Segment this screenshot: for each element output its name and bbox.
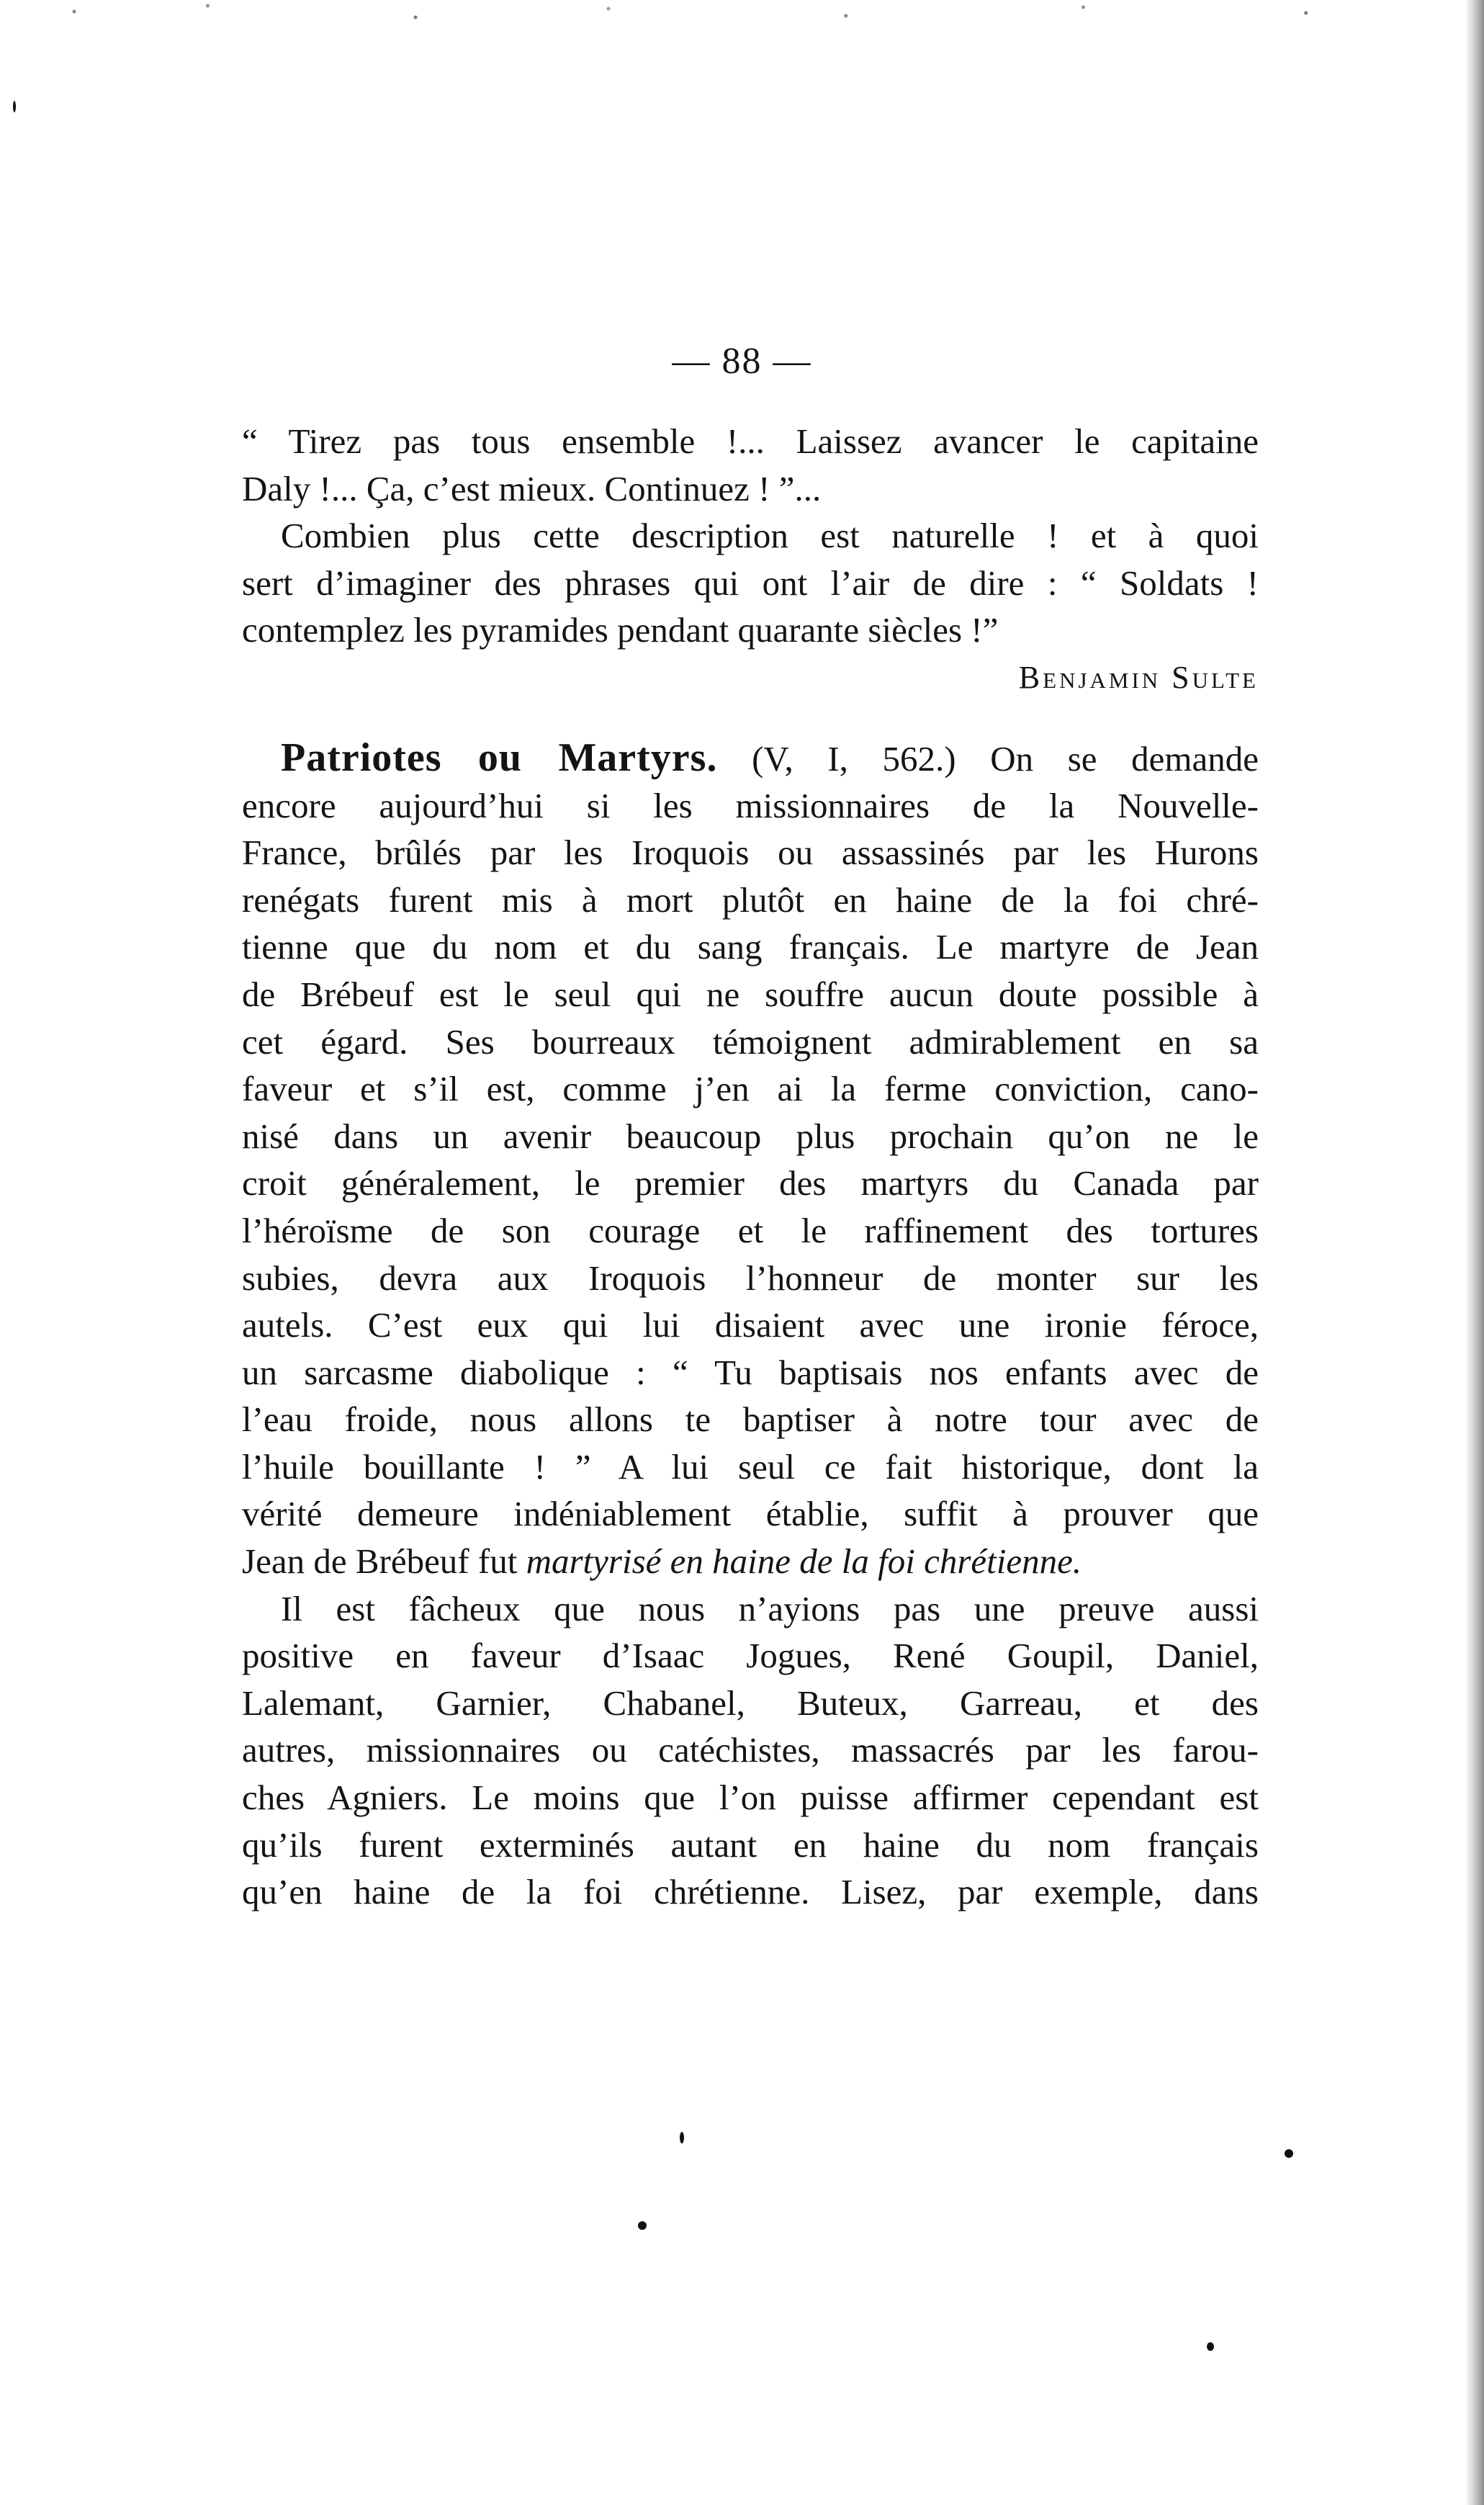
article-first-line [242,735,1259,782]
text-line: l’huile bouillante ! ” A lui seul ce fait historique, dont la [242,1446,1259,1487]
text-line: autels. C’est eux qui lui disaient avec une ironie féroce, [242,1305,1259,1345]
text-line: Il est fâcheux que nous n’ayions pas une preuve aussi [281,1588,1259,1628]
ink-speck [1285,2149,1293,2158]
text-line: Lalemant, Garnier, Chabanel, Buteux, Garreau, et des [242,1682,1259,1723]
text-line: nisé dans un avenir beaucoup plus prochain qu’on ne le [242,1116,1259,1156]
text-line: “ Tirez pas tous ensemble !... Laissez avancer le capitaine [242,421,1259,461]
section-gap [242,702,1259,735]
text-line: ches Agniers. Le moins que l’on puisse affirmer cependant est [242,1778,1259,1818]
author-signature: Benjamin Sulte [1018,659,1259,695]
text-line: positive en faveur d’Isaac Jogues, René Goupil, Daniel, [242,1636,1259,1676]
text-line: Daly !... Ça, c’est mieux. Continuez ! ”... [242,468,822,508]
ink-speck [13,101,16,112]
text-line: renégats furent mis à mort plutôt en haine de la foi chré- [242,879,1259,920]
text-line: qu’en haine de la foi chrétienne. Lisez, par exemple, dans [242,1872,1259,1912]
article-paragraph-2 [242,1585,1259,1916]
page-body [242,418,1259,1916]
text-line: croit généralement, le premier des martyrs du Canada par [242,1163,1259,1204]
text-line: l’héroïsme de son courage et le raffinement des tortures [242,1210,1259,1250]
ink-speck [638,2221,647,2230]
page-number: — 88 — [672,341,812,382]
text-line: France, brûlés par les Iroquois ou assassinés par les Hurons [242,833,1259,873]
article-heading: Patriotes ou Martyrs. [281,735,718,780]
text-line: tienne que du nom et du sang français. Le martyre de Jean [242,927,1259,967]
text-fragment: Jean de Brébeuf fut [242,1541,526,1582]
quote-continuation [242,418,1259,512]
text-line: contemplez les pyramides pendant quarante siècles !” [242,610,999,650]
commentary-paragraph [242,512,1259,654]
text-line: subies, devra aux Iroquois l’honneur de monter sur les [242,1258,1259,1298]
text-line: de Brébeuf est le seul qui ne souffre aucun doute possible à [242,974,1259,1014]
text-line: sert d’imaginer des phrases qui ont l’air de dire : “ Soldats ! [242,563,1259,603]
text-line: cet égard. Ses bourreaux témoignent admirablement en sa [242,1021,1259,1062]
scan-edge-top [0,0,1484,29]
text-line: qu’ils furent exterminés autant en haine du nom français [242,1824,1259,1865]
ink-speck [1207,2342,1214,2351]
text-line: autres, missionnaires ou catéchistes, massacrés par les farou- [242,1730,1259,1770]
text-line: un sarcasme diabolique : “ Tu baptisais nos enfants avec de [242,1352,1259,1392]
italic-phrase: martyrisé en haine de la foi chrétienne. [526,1541,1082,1582]
text-line: faveur et s’il est, comme j’en ai la ferme conviction, cano- [242,1069,1259,1109]
article-final-line [242,1538,1259,1585]
text-fragment: On se demande [990,738,1259,779]
article-paragraph-1 [242,735,1259,1585]
text-line: l’eau froide, nous allons te baptiser à notre tour avec de [242,1399,1259,1440]
ink-speck [680,2132,684,2143]
text-line: Combien plus cette description est naturelle ! et à quoi [281,516,1259,556]
text-line: encore aujourd’hui si les missionnaires de la Nouvelle- [242,785,1259,825]
text-line: vérité demeure indéniablement établie, suffit à prouver que [242,1494,1259,1534]
volume-reference: (V, I, 562.) [752,738,956,779]
